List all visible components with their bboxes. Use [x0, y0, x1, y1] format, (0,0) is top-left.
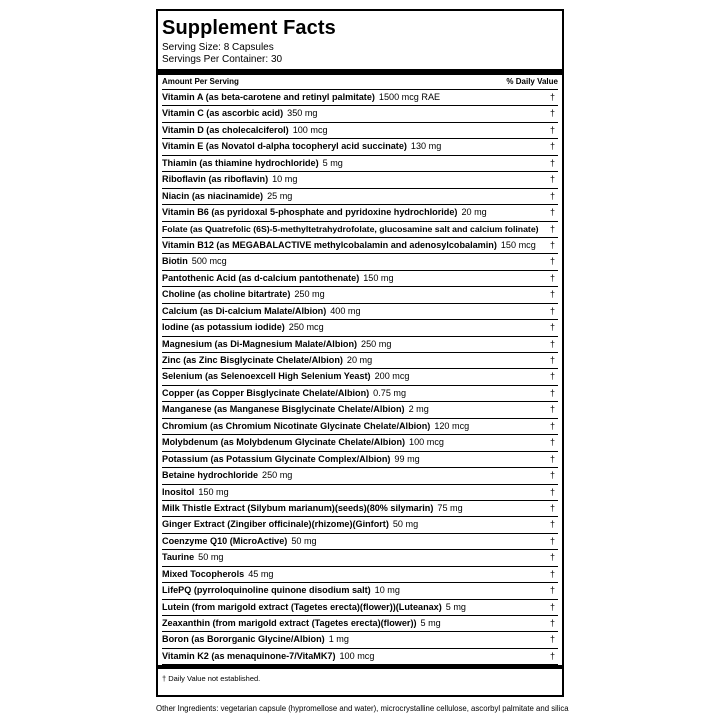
panel-title: Supplement Facts [162, 17, 336, 39]
daily-value: † [549, 190, 555, 201]
daily-value: † [549, 585, 555, 596]
daily-value: † [549, 486, 555, 497]
nutrient-name: Selenium (as Selenoexcell High Selenium Yeast) [162, 371, 371, 382]
table-row [162, 386, 558, 402]
table-row [162, 501, 558, 517]
daily-value: † [549, 618, 555, 628]
table-row [162, 222, 558, 238]
daily-value: † [549, 207, 555, 218]
table-row [162, 419, 558, 435]
nutrient-name: Vitamin E (as Novatol d-alpha tocopheryl acid succinate) [162, 141, 407, 152]
table-row [162, 452, 558, 468]
nutrient-amount: 150 mg [198, 486, 229, 497]
daily-value: † [549, 322, 555, 333]
daily-value: † [549, 305, 555, 316]
nutrient-amount: 10 mg [374, 585, 400, 596]
servings-per-container: Servings Per Container: 30 [162, 54, 283, 65]
table-row [162, 369, 558, 385]
daily-value: † [549, 256, 555, 267]
table-row [162, 649, 558, 665]
nutrient-name: Milk Thistle Extract (Silybum marianum)(seeds)(80% silymarin) [162, 502, 434, 513]
nutrient-amount: 45 mg [248, 568, 274, 579]
table-row [162, 600, 558, 616]
daily-value: † [549, 141, 555, 152]
daily-value: † [549, 289, 555, 300]
table-row [162, 485, 558, 501]
table-row [162, 156, 558, 172]
daily-value: † [549, 239, 555, 250]
nutrient-amount: 100 mcg [409, 437, 444, 448]
nutrient-name: Boron (as Bororganic Glycine/Albion) [162, 634, 325, 645]
table-row [162, 468, 558, 484]
nutrient-amount: 1 mg [328, 634, 349, 645]
nutrient-amount: 20 mg [346, 355, 373, 365]
nutrient-name: Folate (as Quatrefolic (6S)-5-methyltetrahydrofolate, glucosamine salt and calcium folinate) [162, 223, 539, 234]
bottom-divider [158, 665, 562, 669]
table-row [162, 172, 558, 188]
daily-value: † [549, 404, 555, 415]
nutrient-amount: 400 mg [330, 305, 361, 316]
nutrient-amount: 20 mg [461, 207, 487, 218]
nutrient-amount: 350 mg [287, 108, 318, 119]
table-row [162, 287, 558, 303]
nutrient-amount: 50 mg [392, 519, 419, 530]
nutrient-amount: 0.75 mg [373, 387, 407, 398]
nutrient-amount: 25 mg [267, 190, 293, 201]
nutrient-name: Potassium (as Potassium Glycinate Complex/Albion) [162, 453, 391, 464]
amount-per-serving-label: Amount Per Serving [162, 77, 239, 86]
nutrient-name: LifePQ (pyrroloquinoline quinone disodium salt) [162, 585, 371, 596]
nutrient-amount: 200 mcg [374, 371, 410, 382]
nutrient-amount: 2 mg [408, 404, 429, 415]
nutrient-amount: 100 mcg [292, 124, 328, 135]
nutrient-amount: 5 mg [420, 618, 441, 628]
daily-value: † [549, 519, 555, 530]
nutrient-name: Coenzyme Q10 (MicroActive) [162, 535, 288, 546]
nutrient-name: Pantothenic Acid (as d-calcium pantothenate) [162, 272, 360, 283]
nutrient-amount: 100 mcg [339, 650, 375, 661]
table-row [162, 238, 558, 254]
nutrient-name: Vitamin A (as beta-carotene and retinyl palmitate) [162, 92, 375, 102]
nutrient-name: Copper (as Copper Bisglycinate Chelate/Albion) [162, 387, 370, 398]
table-row [162, 534, 558, 550]
table-row [162, 123, 558, 139]
table-row [162, 402, 558, 418]
daily-value: † [549, 108, 555, 119]
table-row [162, 583, 558, 599]
nutrient-amount: 150 mg [363, 272, 394, 283]
nutrient-amount: 1500 mcg RAE [378, 92, 441, 102]
daily-value: † [549, 634, 555, 645]
nutrient-rows [162, 90, 558, 665]
daily-value: † [549, 387, 555, 398]
daily-value: † [549, 272, 555, 283]
nutrient-amount: 99 mg [394, 453, 420, 464]
nutrient-name: Niacin (as niacinamide) [162, 190, 264, 201]
table-row [162, 435, 558, 451]
nutrient-name: Iodine (as potassium iodide) [162, 322, 285, 333]
serving-size: Serving Size: 8 Capsules [162, 42, 274, 53]
nutrient-amount: 10 mg [272, 174, 298, 185]
nutrient-name: Magnesium (as Di-Magnesium Malate/Albion) [162, 338, 358, 349]
table-row [162, 254, 558, 270]
table-row [162, 205, 558, 221]
table-row [162, 189, 558, 205]
nutrient-amount: 120 mcg [434, 420, 470, 431]
daily-value: † [549, 223, 555, 234]
daily-value: † [549, 453, 555, 464]
nutrient-name: Manganese (as Manganese Bisglycinate Chelate/Albion) [162, 404, 405, 415]
table-row [162, 550, 558, 566]
table-row [162, 337, 558, 353]
daily-value: † [549, 355, 555, 365]
table-row [162, 139, 558, 155]
table-row [162, 320, 558, 336]
nutrient-name: Vitamin B6 (as pyridoxal 5-phosphate and pyridoxine hydrochloride) [162, 207, 458, 218]
nutrient-name: Choline (as choline bitartrate) [162, 289, 291, 300]
nutrient-amount: 5 mg [322, 157, 343, 168]
table-row [162, 353, 558, 369]
daily-value: † [549, 601, 555, 612]
daily-value: † [549, 568, 555, 579]
daily-value: † [549, 420, 555, 431]
nutrient-amount: 130 mg [410, 141, 442, 152]
nutrient-name: Mixed Tocopherols [162, 568, 245, 579]
nutrient-amount: 50 mg [291, 535, 317, 546]
daily-value: † [549, 470, 555, 481]
nutrient-name: Vitamin B12 (as MEGABALACTIVE methylcobalamin and adenosylcobalamin) [162, 239, 497, 250]
supplement-facts-panel [156, 9, 564, 697]
nutrient-name: Ginger Extract (Zingiber officinale)(rhizome)(Ginfort) [162, 519, 389, 530]
nutrient-name: Molybdenum (as Molybdenum Glycinate Chelate/Albion) [162, 437, 406, 448]
nutrient-name: Inositol [162, 486, 195, 497]
nutrient-name: Zinc (as Zinc Bisglycinate Chelate/Albion) [162, 355, 343, 365]
daily-value: † [549, 174, 555, 185]
table-header [162, 75, 558, 90]
nutrient-amount: 250 mg [294, 289, 325, 300]
nutrient-name: Chromium (as Chromium Nicotinate Glycinate Chelate/Albion) [162, 420, 431, 431]
nutrient-name: Zeaxanthin (from marigold extract (Tagetes erecta)(flower)) [162, 618, 417, 628]
daily-value-label: % Daily Value [506, 77, 558, 86]
daily-value: † [549, 371, 555, 382]
daily-value: † [549, 157, 555, 168]
nutrient-name: Thiamin (as thiamine hydrochloride) [162, 157, 319, 168]
nutrient-name: Betaine hydrochloride [162, 470, 259, 481]
footnote: † Daily Value not established. [162, 674, 261, 684]
table-row [162, 90, 558, 106]
nutrient-name: Lutein (from marigold extract (Tagetes erecta)(flower))(Luteanax) [162, 601, 442, 612]
nutrient-amount: 75 mg [437, 502, 463, 513]
daily-value: † [549, 552, 555, 563]
daily-value: † [549, 338, 555, 349]
daily-value: † [549, 92, 555, 102]
nutrient-amount: 150 mcg [500, 239, 536, 250]
nutrient-name: Calcium (as Di-calcium Malate/Albion) [162, 305, 327, 316]
table-row [162, 616, 558, 632]
nutrient-amount: 50 mg [198, 552, 224, 563]
table-row [162, 304, 558, 320]
table-row [162, 106, 558, 122]
daily-value: † [549, 437, 555, 448]
daily-value: † [549, 502, 555, 513]
daily-value: † [549, 535, 555, 546]
nutrient-name: Vitamin C (as ascorbic acid) [162, 108, 284, 119]
other-ingredients: Other Ingredients: vegetarian capsule (hypromellose and water), microcrystalline cellulose, ascorbyl palmitate and silica [156, 704, 569, 713]
table-row [162, 567, 558, 583]
nutrient-name: Vitamin D (as cholecalciferol) [162, 124, 289, 135]
daily-value: † [549, 650, 555, 661]
nutrient-name: Riboflavin (as riboflavin) [162, 174, 269, 185]
table-row [162, 271, 558, 287]
nutrient-name: Biotin [162, 256, 188, 267]
nutrient-name: Taurine [162, 552, 195, 563]
nutrient-amount: 250 mg [361, 338, 392, 349]
table-row [162, 632, 558, 648]
nutrient-amount: 5 mg [445, 601, 466, 612]
nutrient-amount: 500 mcg [191, 256, 227, 267]
nutrient-amount: 250 mg [262, 470, 293, 481]
daily-value: † [549, 124, 555, 135]
nutrient-name: Vitamin K2 (as menaquinone-7/VitaMK7) [162, 650, 336, 661]
nutrient-amount: 250 mcg [288, 322, 324, 333]
table-row [162, 517, 558, 533]
